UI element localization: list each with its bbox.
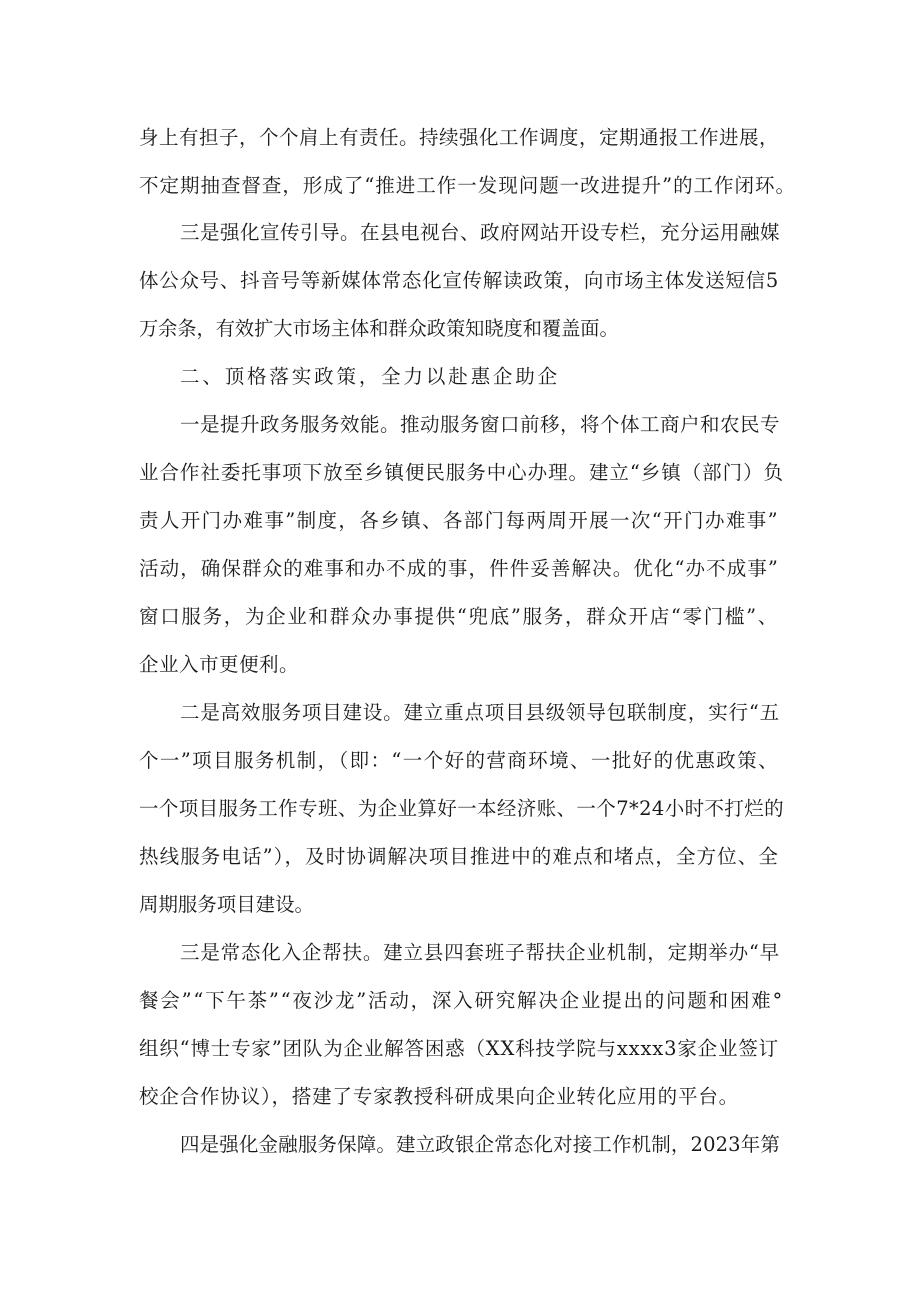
paragraph-line: 餐会”“下午茶”“夜沙龙”活动，深入研究解决企业提出的问题和困难° (139, 989, 784, 1012)
paragraph-line: 活动，确保群众的难事和办不成的事，件件妥善解决。优化“办不成事” (139, 557, 779, 580)
paragraph-line: 周期服务项目建设。 (139, 893, 314, 916)
paragraph-line: 一个项目服务工作专班、为企业算好一本经济账、一个7*24小时不打烂的 (139, 797, 784, 820)
paragraph-line: 三是常态化入企帮扶。建立县四套班子帮扶企业机制，定期举办“早 (180, 941, 780, 964)
paragraph-line: 热线服务电话”），及时协调解决项目推进中的难点和堵点，全方位、全 (139, 845, 779, 868)
paragraph-line: 身上有担子，个个肩上有责任。持续强化工作调度，定期通报工作进展， (139, 126, 779, 149)
paragraph-line: 组织“博士专家”团队为企业解答困惑（XX科技学院与xxxx3家企业签订 (139, 1037, 779, 1060)
paragraph-line: 体公众号、抖音号等新媒体常态化宣传解读政策，向市场主体发送短信5 (139, 269, 779, 292)
paragraph-line: 企业入市更便利。 (139, 653, 299, 676)
paragraph-line: 三是强化宣传引导。在县电视台、政府网站开设专栏，充分运用融媒 (180, 221, 780, 244)
paragraph-line: 一是提升政务服务效能。推动服务窗口前移，将个体工商户和农民专 (180, 413, 780, 436)
paragraph-line: 万余条，有效扩大市场主体和群众政策知晓度和覆盖面。 (139, 317, 619, 340)
paragraph-line: 不定期抽查督查，形成了“推进工作一发现问题一改进提升”的工作闭环。 (139, 174, 796, 197)
paragraph-line: 业合作社委托事项下放至乡镇便民服务中心办理。建立“乡镇（部门）负 (139, 461, 784, 484)
paragraph-line: 二是高效服务项目建设。建立重点项目县级领导包联制度，实行“五 (180, 701, 780, 724)
paragraph-line: 责人开门办难事”制度，各乡镇、各部门每两周开展一次“开门办难事” (139, 509, 779, 532)
section-heading: 二、顶格落实政策，全力以赴惠企助企 (180, 365, 560, 388)
paragraph-line: 四是强化金融服务保障。建立政银企常态化对接工作机制，2023年第 (180, 1133, 780, 1156)
paragraph-line: 校企合作协议），搭建了专家教授科研成果向企业转化应用的平台。 (139, 1085, 739, 1108)
paragraph-line: 窗口服务，为企业和群众办事提供“兜底”服务，群众开店“零门槛”、 (139, 605, 779, 628)
paragraph-line: 个一”项目服务机制，（即：“一个好的营商环境、一批好的优惠政策、 (139, 749, 779, 772)
